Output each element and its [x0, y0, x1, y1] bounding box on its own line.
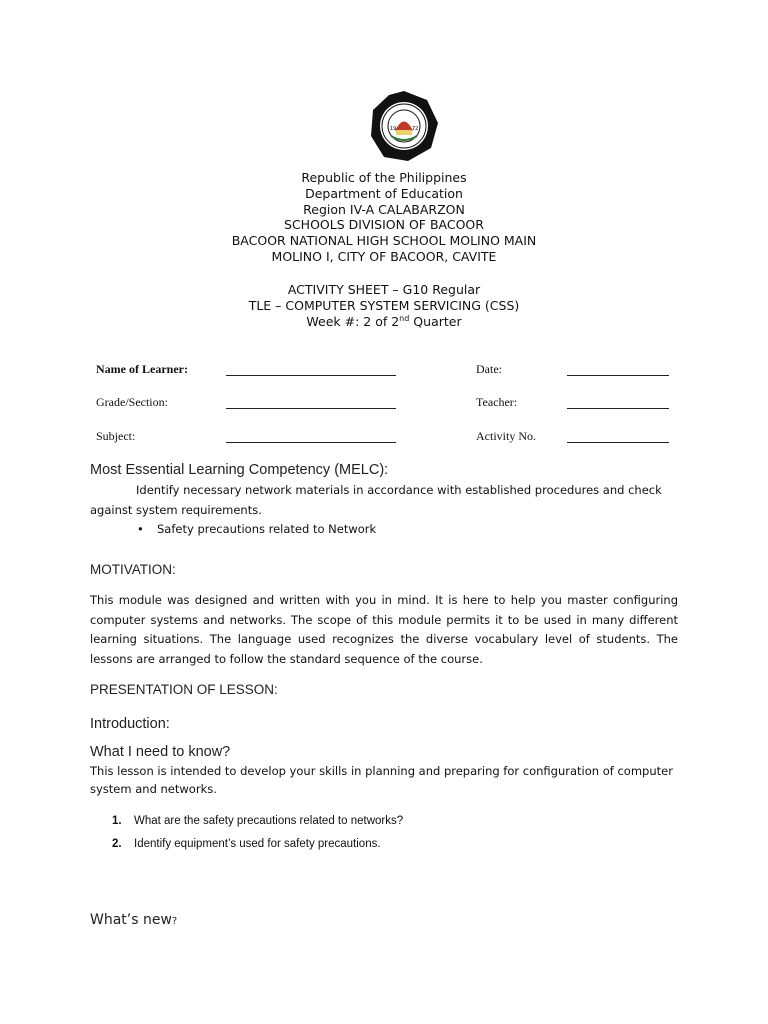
need-to-know-heading: What I need to know? [90, 744, 231, 760]
whats-new-heading: What’s new? [90, 912, 178, 928]
melc-bullet-item: • Safety precautions related to Network [137, 522, 377, 536]
header-region: Region IV-A CALABARZON [303, 201, 465, 217]
activity-title-block [0, 282, 768, 330]
introduction-heading: Introduction: [90, 716, 170, 732]
list-item: 1. What are the safety precautions related to networks? [112, 815, 404, 827]
motivation-heading: MOTIVATION: [90, 562, 176, 577]
header-division: SCHOOLS DIVISION OF BACOOR [284, 217, 484, 233]
teacher-field[interactable] [567, 408, 669, 409]
bullet-icon: • [137, 522, 144, 536]
header-address: MOLINO I, CITY OF BACOOR, CAVITE [271, 248, 497, 264]
grade-section-field[interactable] [226, 408, 396, 409]
subject-label: Subject: [96, 429, 136, 443]
melc-heading: Most Essential Learning Competency (MELC): [90, 462, 389, 478]
motivation-text: This module was designed and written with you in mind. It is here to help you master configuring computer systems and networks. The scope of this module permits it to be used in many different learning situations. The language used recognizes the diverse vocabulary level of students. The lessons are arranged to follow the standard sequence of the course. [90, 593, 678, 666]
seal-year-right: 72 [412, 126, 419, 132]
activity-no-label: Activity No. [476, 429, 536, 443]
form-row-name [96, 362, 696, 380]
grade-section-label: Grade/Section: [96, 395, 168, 409]
form-row-grade [96, 395, 696, 413]
header-school: BACOOR NATIONAL HIGH SCHOOL MOLINO MAIN [231, 233, 537, 249]
activity-sheet-title: ACTIVITY SHEET – G10 Regular [287, 282, 481, 297]
teacher-label: Teacher: [476, 395, 518, 409]
document-header [0, 170, 768, 265]
school-seal-logo [369, 90, 439, 162]
seal-year-left: 19 [390, 126, 397, 132]
date-label: Date: [476, 362, 502, 376]
list-item: 2. Identify equipment’s used for safety precautions. [112, 838, 381, 850]
form-row-subject [96, 429, 696, 447]
date-field[interactable] [567, 375, 669, 376]
header-republic: Republic of the Philippines [301, 170, 467, 185]
activity-week: Week #: 2 of 2nd Quarter [306, 313, 462, 329]
subject-field[interactable] [226, 442, 396, 443]
need-to-know-text: This lesson is intended to develop your skills in planning and preparing for configuration of computer system and networks. [90, 764, 673, 796]
presentation-heading: PRESENTATION OF LESSON: [90, 682, 278, 697]
name-of-learner-field[interactable] [226, 375, 396, 376]
activity-no-field[interactable] [567, 442, 669, 443]
header-department: Department of Education [305, 185, 463, 201]
name-of-learner-label: Name of Learner: [96, 362, 188, 376]
melc-text: Identify necessary network materials in accordance with established procedures and check against system requirements. [90, 483, 662, 517]
activity-subject-title: TLE – COMPUTER SYSTEM SERVICING (CSS) [248, 298, 520, 313]
